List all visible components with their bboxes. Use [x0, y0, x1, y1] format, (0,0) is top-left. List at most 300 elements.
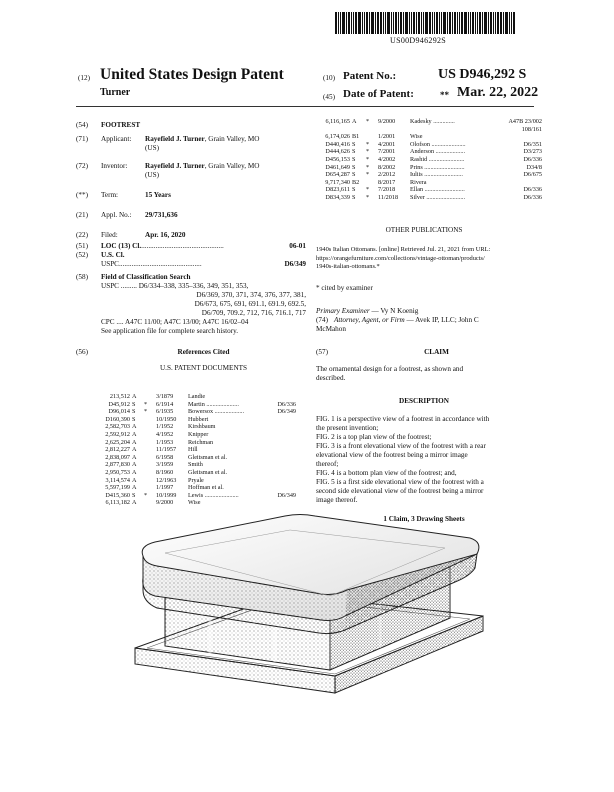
code-22: (22)	[76, 231, 88, 239]
ref-name: Silver .........................	[410, 193, 465, 201]
ref-name: Martin .....................	[188, 400, 239, 408]
ref-number: D440,416	[325, 140, 350, 148]
us-patent-docs-head: U.S. PATENT DOCUMENTS	[159, 364, 248, 372]
ref-number: D96,014	[108, 408, 130, 416]
ref-number: 2,625,204	[105, 438, 130, 446]
uspc-value: D6/349	[284, 260, 306, 268]
uspc-dots: ..............................................	[118, 260, 202, 268]
barcode-bar	[439, 12, 440, 34]
left-column	[76, 121, 306, 378]
desc-line: second side elevational view of the footrest being a mirror	[316, 486, 484, 495]
barcode-bar	[383, 12, 384, 34]
reference-row	[316, 133, 544, 141]
reference-row	[98, 408, 298, 416]
right-column	[316, 226, 532, 524]
barcode-bar	[371, 12, 374, 34]
barcode-bar	[464, 12, 467, 34]
ref-number: 9,717,340	[325, 178, 350, 186]
filed-label: Filed:	[101, 231, 118, 239]
barcode-bar	[509, 12, 510, 34]
desc-line: FIG. 2 is a top plan view of the footrest;	[316, 432, 432, 441]
ref-kind: A	[132, 446, 137, 454]
applicant-location: , Grain Valley, MO	[204, 135, 260, 143]
ref-date: 2/2012	[378, 171, 396, 179]
ref-date: 1/1997	[156, 484, 174, 492]
ref-kind: S	[352, 193, 356, 201]
ref-name: Rashid .......................	[410, 155, 465, 163]
barcode-bar	[432, 12, 433, 34]
barcode-bar	[400, 12, 402, 34]
barcode-bar	[429, 12, 431, 34]
ref-class	[268, 416, 298, 424]
claim-line: described.	[316, 373, 346, 382]
ref-kind	[352, 126, 366, 134]
inventor-short: Turner	[100, 87, 131, 98]
description-head: DESCRIPTION	[399, 396, 449, 405]
ref-star	[366, 133, 378, 141]
title-field: FOOTREST	[101, 121, 141, 129]
ref-star: *	[366, 155, 370, 163]
desc-line: image thereof.	[316, 495, 358, 504]
applicant-name: Rayefield J. Turner	[145, 135, 205, 143]
barcode-bar	[482, 12, 483, 34]
barcode-bar	[364, 12, 365, 34]
date-stars: **	[440, 90, 449, 100]
barcode-bar	[443, 12, 446, 34]
barcode-bar	[403, 12, 404, 34]
attorney-label: Attorney, Agent, or Firm	[333, 315, 405, 324]
ref-class	[268, 439, 298, 447]
barcode-bar	[362, 12, 363, 34]
reference-row	[316, 179, 544, 187]
ref-number: 2,582,703	[105, 423, 130, 431]
ref-kind: S	[132, 415, 136, 423]
ref-date: 3/1879	[156, 393, 174, 400]
code-52: (52)	[76, 251, 88, 259]
header-rule	[76, 106, 534, 107]
barcode-bar	[338, 12, 339, 34]
ref-number: D456,153	[325, 155, 350, 163]
ref-kind: S	[352, 148, 356, 156]
ref-kind: S	[352, 186, 356, 194]
description-text	[316, 415, 532, 505]
ref-number	[316, 126, 352, 134]
ref-class	[504, 133, 544, 141]
ref-date: 7/2018	[378, 186, 396, 194]
barcode-bar	[454, 12, 456, 34]
ref-star: *	[366, 163, 370, 171]
code-71: (71)	[76, 135, 88, 143]
ref-kind: S	[132, 491, 136, 499]
barcode-bar	[348, 12, 350, 34]
ref-class: D6/336	[523, 186, 542, 194]
ref-class: D6/675	[523, 171, 542, 179]
other-publications	[316, 246, 532, 272]
code-term: (**)	[76, 191, 88, 199]
code-72: (72)	[76, 162, 88, 170]
examiner-name: — Vy N Koenig	[369, 306, 419, 315]
other-publications-head: OTHER PUBLICATIONS	[385, 226, 463, 234]
ref-date: 1/1953	[156, 438, 174, 446]
reference-row	[316, 141, 544, 149]
ref-kind: B2	[352, 178, 360, 186]
examiner-label: Primary Examiner	[316, 306, 370, 315]
publication-number: US00D946292S	[390, 36, 447, 45]
reference-row	[98, 401, 298, 409]
barcode-bar	[423, 12, 424, 34]
loc-label: LOC (13) Cl.	[101, 242, 142, 250]
claims-sheets: 1 Claim, 3 Drawing Sheets	[383, 514, 465, 523]
barcode-bar	[418, 12, 420, 34]
ref-date: 6/1958	[156, 453, 174, 461]
ref-star: *	[366, 148, 370, 156]
ref-kind: A	[132, 468, 137, 476]
barcode-bar	[377, 12, 379, 34]
attorney-name-cont: McMahon	[316, 324, 346, 333]
ref-name: Smith	[188, 461, 203, 469]
ref-number: 5,597,199	[105, 484, 130, 492]
ref-name: Ellan ..........................	[410, 186, 465, 194]
ref-star	[366, 179, 378, 187]
ref-name: Gleitsman et al.	[188, 453, 228, 461]
barcode-bar	[495, 12, 496, 34]
barcode-bar	[479, 12, 481, 34]
inventor-name: Rayefield J. Turner	[145, 162, 205, 170]
ref-kind: A	[132, 476, 137, 484]
ref-date: 1/1952	[156, 423, 174, 431]
ref-date: 4/1952	[156, 430, 174, 438]
code-56: (56)	[76, 348, 88, 356]
ref-kind: S	[132, 400, 136, 408]
barcode-bar	[340, 12, 341, 34]
ref-kind: S	[352, 140, 356, 148]
barcode-bar	[459, 12, 460, 34]
barcode-bar	[477, 12, 478, 34]
field-search-line: D6/709, 709.2, 712, 716, 716.1, 717	[201, 309, 306, 317]
ref-number: D834,339	[325, 193, 350, 201]
reference-row	[98, 477, 298, 485]
barcode-bar	[488, 12, 489, 34]
appl-no: 29/731,636	[145, 211, 178, 219]
filed-date: Apr. 16, 2020	[145, 231, 186, 239]
field-search-label: Field of Classification Search	[101, 273, 191, 281]
ref-kind: B1	[352, 133, 360, 141]
ref-name: Wise	[410, 133, 423, 141]
ref-star	[144, 484, 156, 492]
ref-date: 8/1960	[156, 468, 174, 476]
inventor-country: (US)	[145, 171, 159, 179]
ref-number: 6,174,026	[325, 133, 350, 141]
ref-star: *	[144, 491, 148, 499]
barcode-bar	[425, 12, 428, 34]
ref-name: Hubbert	[188, 415, 209, 423]
ref-number: D654,287	[325, 171, 350, 179]
barcode-bar	[511, 12, 512, 34]
barcode-bar	[351, 12, 352, 34]
barcode-bar	[387, 12, 390, 34]
ref-star	[144, 454, 156, 462]
ref-name: Hoffman et al.	[188, 484, 224, 492]
desc-line: thereof;	[316, 459, 339, 468]
ref-class	[268, 393, 298, 401]
barcode-bar	[505, 12, 508, 34]
barcode-bar	[380, 12, 382, 34]
patent-no-label: Patent No.:	[343, 70, 397, 82]
barcode-bar	[449, 12, 451, 34]
ref-name: Hill	[188, 446, 198, 454]
barcode-bar	[497, 12, 499, 34]
ref-name: Rivera	[410, 178, 427, 186]
term-label: Term:	[101, 191, 119, 199]
ref-number: D160,390	[105, 415, 130, 423]
appl-no-label: Appl. No.:	[101, 211, 132, 219]
ref-number: D45,912	[108, 400, 130, 408]
ref-number: 2,812,227	[105, 446, 130, 454]
ref-class: D3/273	[523, 148, 542, 156]
ref-name: Gleitsman et al.	[188, 468, 228, 476]
ref-date: 10/1999	[156, 491, 177, 499]
ref-name: Wise	[188, 499, 201, 507]
code-57: (57)	[316, 347, 328, 356]
barcode-bar	[411, 12, 412, 34]
barcode-bar	[468, 12, 469, 34]
ref-date: 6/1914	[156, 400, 174, 408]
field-search-line: USPC ......... D6/334–338, 335–336, 349, 351, 353,	[101, 282, 249, 290]
ref-star	[366, 126, 378, 134]
desc-line: FIG. 1 is a perspective view of a footrest in accordance with	[316, 414, 490, 423]
ref-number: 6,116,165	[325, 118, 350, 125]
ref-date: 9/2000	[156, 499, 174, 507]
barcode-bar	[369, 12, 370, 34]
ref-class: 108/161	[521, 125, 542, 133]
inventor-location: , Grain Valley, MO	[204, 162, 260, 170]
barcode-bar	[366, 12, 368, 34]
ref-kind: S	[352, 155, 356, 163]
ref-star	[144, 416, 156, 424]
barcode-bar	[409, 12, 410, 34]
ref-number: 2,950,753	[105, 468, 130, 476]
reference-row	[316, 148, 544, 156]
field-search-line: CPC .... A47C 11/00; A47C 13/00; A47C 16/02–04	[101, 318, 249, 326]
reference-row	[316, 194, 544, 202]
claim-head: CLAIM	[424, 347, 449, 356]
ref-name: Knipper	[188, 430, 209, 438]
inventor-label: Inventor:	[101, 162, 128, 170]
field-search-lines	[76, 282, 306, 336]
ref-date: 6/1935	[156, 408, 174, 416]
reference-row	[98, 423, 298, 431]
field-search-line: D6/369, 370, 371, 374, 376, 377, 381,	[196, 291, 306, 299]
ref-date	[378, 126, 410, 134]
ref-number: D823,611	[325, 186, 350, 194]
ref-kind: A	[352, 118, 357, 125]
ref-class	[268, 423, 298, 431]
other-pub-line: 1940s Italian Ottomans. [online] Retrieved Jul. 21, 2021 from URL:	[316, 246, 491, 253]
ref-class	[268, 484, 298, 492]
applicant-country: (US)	[145, 144, 159, 152]
claim-text	[316, 365, 532, 383]
ref-class	[268, 431, 298, 439]
reference-row	[98, 469, 298, 477]
ref-class	[268, 454, 298, 462]
claim-line: The ornamental design for a footrest, as shown and	[316, 364, 464, 373]
barcode-bar	[490, 12, 492, 34]
ref-class: D6/351	[523, 140, 542, 148]
ref-name: Reichman	[188, 438, 214, 446]
ref-name: Anderson ...................	[410, 148, 465, 156]
loc-dots: ..............................................	[141, 242, 224, 250]
barcode	[335, 12, 540, 34]
barcode-bar	[416, 12, 417, 34]
code-74: (74)	[316, 315, 328, 324]
barcode-bar	[513, 12, 515, 34]
ref-name: Olofson ......................	[410, 140, 466, 148]
ref-class	[504, 179, 544, 187]
barcode-bar	[355, 12, 357, 34]
document-title: United States Design Patent	[100, 66, 284, 83]
ref-date: 7/2001	[378, 148, 396, 156]
ref-date: 3/1959	[156, 461, 174, 469]
barcode-bar	[500, 12, 502, 34]
code-21: (21)	[76, 211, 88, 219]
references-cited-head: References Cited	[177, 348, 230, 356]
ref-class: D6/349	[277, 491, 296, 499]
reference-row	[316, 118, 544, 126]
ref-kind: A	[132, 438, 137, 446]
ref-name: Kirshbaum	[188, 423, 216, 431]
ref-name: Landie	[188, 393, 206, 400]
desc-line: FIG. 3 is a front elevational view of the footrest with a rear	[316, 441, 486, 450]
ref-date: 4/2001	[378, 140, 396, 148]
ref-star	[144, 461, 156, 469]
ref-date: 1/2001	[378, 133, 396, 141]
ref-name	[410, 126, 504, 134]
ref-number: 2,838,097	[105, 453, 130, 461]
loc-value: 06-01	[289, 242, 306, 250]
barcode-bar	[484, 12, 487, 34]
barcode-bar	[461, 12, 463, 34]
reference-row	[316, 164, 544, 172]
barcode-bar	[358, 12, 361, 34]
reference-row	[98, 416, 298, 424]
attorney-name: — Avek IP, LLC; John C	[404, 315, 479, 324]
ref-number: 2,592,912	[105, 430, 130, 438]
reference-row	[98, 446, 298, 454]
ref-star	[144, 431, 156, 439]
reference-row	[98, 454, 298, 462]
barcode-bar	[342, 12, 345, 34]
term-value: 15 Years	[145, 191, 171, 199]
applicant-label: Applicant:	[101, 135, 132, 143]
reference-row	[98, 393, 298, 401]
ref-kind: A	[132, 461, 137, 469]
ref-name: Bowersox ...................	[188, 408, 245, 416]
ref-date: 11/1957	[156, 446, 177, 454]
barcode-bar	[452, 12, 453, 34]
reference-row	[316, 126, 544, 134]
us-cl-label: U.S. Cl.	[101, 251, 125, 259]
right-references-table	[316, 118, 544, 202]
ref-number: 2,877,830	[105, 461, 130, 469]
ref-kind: S	[132, 408, 136, 416]
barcode-bar	[335, 12, 337, 34]
ref-date: 11/2018	[378, 193, 399, 201]
ref-star	[144, 446, 156, 454]
ref-number: 6,113,182	[105, 499, 130, 507]
ref-number: D415,360	[105, 491, 130, 499]
barcode-bar	[436, 12, 438, 34]
ref-class: D6/336	[277, 400, 296, 408]
reference-row	[316, 156, 544, 164]
ref-name: Prins ..........................	[410, 163, 465, 171]
ref-class: D6/336	[523, 155, 542, 163]
barcode-bar	[447, 12, 448, 34]
reference-row	[98, 431, 298, 439]
reference-row	[98, 484, 298, 492]
desc-line: elevational view of the footrest being a mirror image	[316, 450, 468, 459]
barcode-bar	[493, 12, 494, 34]
ref-number: D444,626	[325, 148, 350, 156]
barcode-bar	[398, 12, 399, 34]
ref-kind: A	[132, 423, 137, 431]
ref-number: D461,649	[325, 163, 350, 171]
ref-name: Pryale	[188, 476, 204, 484]
ref-kind: A	[132, 430, 137, 438]
ref-class	[268, 446, 298, 454]
footrest-drawing	[125, 498, 495, 723]
ref-date: 9/2000	[378, 118, 396, 125]
reference-row	[98, 461, 298, 469]
ref-star	[144, 477, 156, 485]
ref-star: *	[366, 171, 370, 179]
ref-number: 213,512	[109, 393, 130, 400]
ref-star	[144, 469, 156, 477]
barcode-bar	[395, 12, 397, 34]
barcode-bar	[391, 12, 392, 34]
code-10: (10)	[323, 74, 335, 82]
field-search-line: D6/673, 675, 691, 691.1, 691.9, 692.5,	[194, 300, 306, 308]
ref-date: 12/1963	[156, 476, 177, 484]
other-pub-line: https://orangefurniture.com/collections/vintage-ottoman/products/	[316, 254, 485, 262]
patent-date: Mar. 22, 2022	[457, 85, 539, 100]
code-51: (51)	[76, 242, 88, 250]
ref-kind: S	[352, 171, 356, 179]
barcode-bar	[475, 12, 476, 34]
ref-name: Iuliis .........................	[410, 171, 463, 179]
barcode-bar	[393, 12, 394, 34]
ref-star	[144, 423, 156, 431]
ref-star: *	[366, 186, 370, 194]
code-54: (54)	[76, 121, 88, 129]
code-12: (12)	[78, 74, 90, 82]
ref-kind: A	[132, 499, 137, 507]
ref-star	[144, 439, 156, 447]
field-search-line: See application file for complete search history.	[101, 327, 239, 335]
ref-name: Lewis ......................	[188, 491, 239, 499]
reference-row	[316, 186, 544, 194]
reference-row	[98, 439, 298, 447]
date-label: Date of Patent:	[343, 88, 414, 100]
ref-star	[144, 393, 156, 401]
desc-line: FIG. 5 is a first side elevational view of the footrest with a	[316, 477, 484, 486]
ref-date: 8/2017	[378, 178, 396, 186]
other-pub-line: 1940s-italian-ottomans.*	[316, 263, 380, 271]
ref-date: 10/1950	[156, 415, 177, 423]
barcode-bar	[503, 12, 504, 34]
ref-kind: A	[132, 393, 137, 400]
left-references-table	[98, 393, 298, 507]
ref-class: D6/349	[277, 408, 296, 416]
